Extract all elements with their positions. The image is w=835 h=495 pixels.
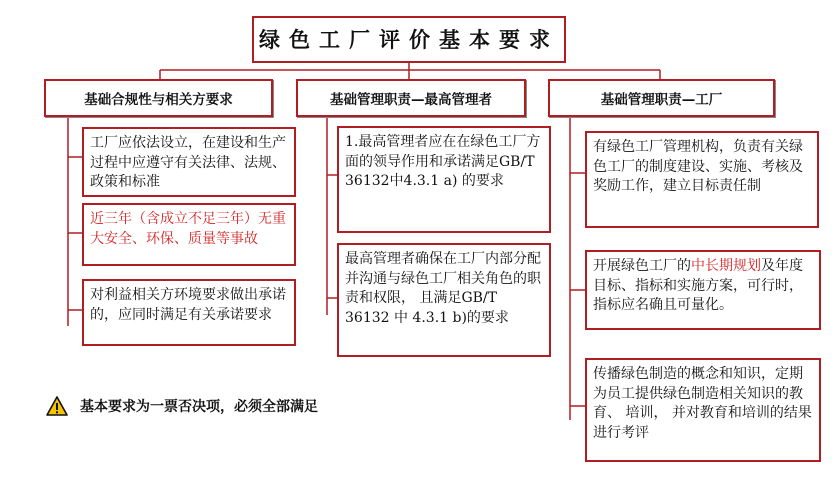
- requirement-management-organization: 有绿色工厂管理机构，负责有关绿色工厂的制度建设、实施、考核及奖励工作，建立目标责任制: [585, 131, 819, 228]
- column-header-factory: 基础管理职责—工厂: [548, 79, 775, 117]
- requirement-leadership-commitment: 1.最高管理者应在在绿色工厂方面的领导作用和承诺满足GB/T 36132中4.3.1 a) 的要求: [337, 126, 551, 233]
- planning-highlight: 中长期规划: [691, 258, 761, 274]
- column-header-compliance: 基础合规性与相关方要求: [44, 79, 273, 117]
- diagram-title: 绿色工厂评价基本要求: [252, 16, 566, 63]
- requirement-stakeholder-commitments: 对利益相关方环境要求做出承诺的，应同时满足有关承诺要求: [82, 279, 296, 346]
- planning-text-after: 及年度目标、指标和实施方案，可行时，指标应名确且可量化。: [593, 258, 803, 313]
- planning-text-before: 开展绿色工厂的: [593, 258, 691, 274]
- requirement-no-accidents: 近三年（含成立不足三年）无重大安全、环保、质量等事故: [82, 203, 296, 266]
- warning-icon: [46, 396, 68, 416]
- requirement-training: 传播绿色制造的概念和知识，定期为员工提供绿色制造相关知识的教育、 培训， 并对教育和培训的结果进行考评: [585, 358, 821, 462]
- requirement-legal-compliance: 工厂应依法设立，在建设和生产过程中应遵守有关法律、法规、政策和标准: [82, 127, 296, 197]
- note: [46, 396, 318, 416]
- requirement-planning: [585, 250, 821, 330]
- column-header-top-management: 基础管理职责—最高管理者: [296, 79, 526, 117]
- requirement-roles-responsibilities: 最高管理者确保在工厂内部分配并沟通与绿色工厂相关角色的职责和权限， 且满足GB/T 36132 中 4.3.1 b)的要求: [337, 243, 551, 357]
- note-text: 基本要求为一票否决项，必须全部满足: [80, 399, 318, 415]
